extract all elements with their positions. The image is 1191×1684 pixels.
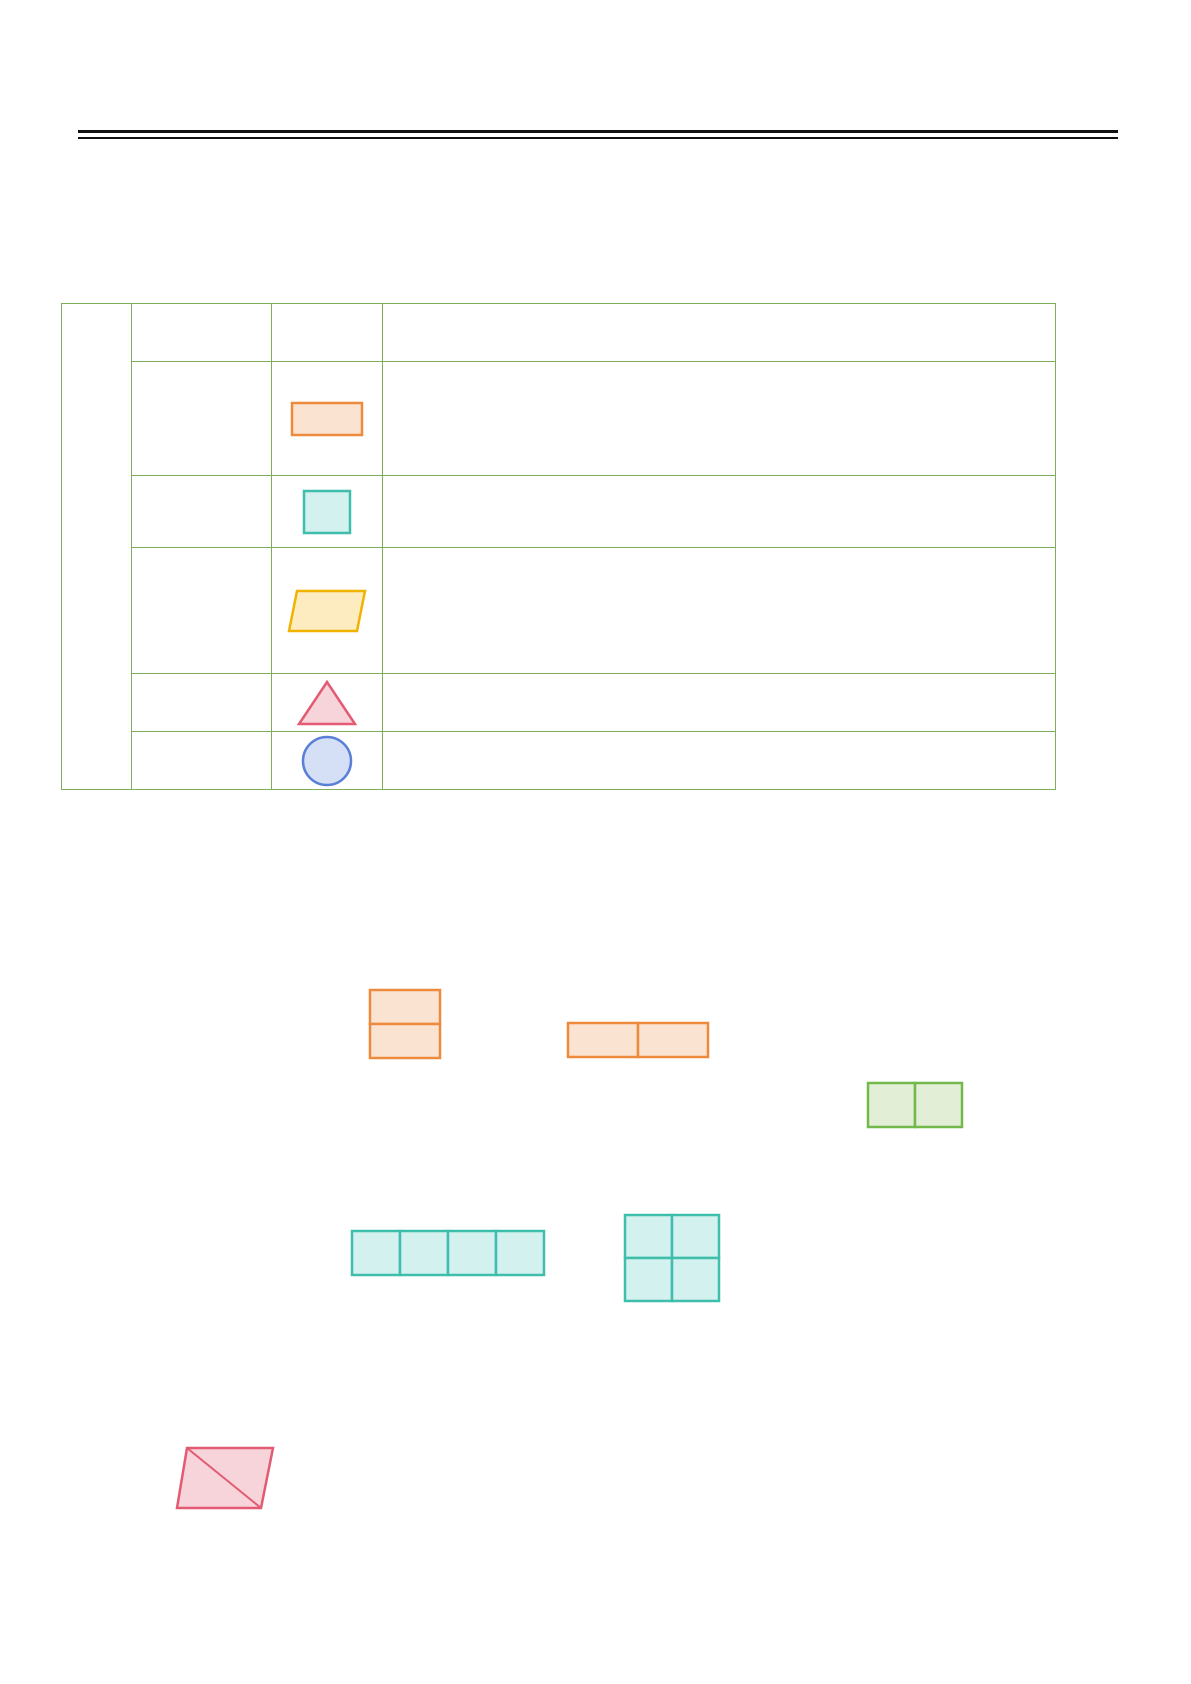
two-squares-figure bbox=[866, 1081, 964, 1129]
table-row bbox=[62, 476, 1056, 548]
category-cell bbox=[132, 548, 272, 674]
category-cell bbox=[132, 362, 272, 476]
features-cell bbox=[383, 476, 1056, 548]
category-cell bbox=[132, 476, 272, 548]
placeholder bbox=[269, 1442, 327, 1506]
category-cell bbox=[132, 674, 272, 732]
features-cell bbox=[383, 732, 1056, 790]
parallelogram-from-triangles-figure bbox=[175, 1446, 275, 1510]
header-category bbox=[132, 304, 272, 362]
shapes-table bbox=[61, 303, 1056, 790]
category-cell bbox=[132, 732, 272, 790]
header-features bbox=[383, 304, 1056, 362]
table-row bbox=[62, 362, 1056, 476]
rectangle-icon bbox=[290, 401, 364, 437]
circle-icon bbox=[300, 734, 354, 788]
four-squares-row-figure bbox=[350, 1229, 546, 1277]
table-row bbox=[62, 548, 1056, 674]
four-squares-grid-figure bbox=[623, 1213, 721, 1303]
table-row bbox=[62, 732, 1056, 790]
table-row bbox=[62, 674, 1056, 732]
features-cell bbox=[383, 674, 1056, 732]
group-label-cell bbox=[62, 304, 132, 790]
two-rectangles-side-figure bbox=[566, 1021, 710, 1059]
features-cell bbox=[383, 548, 1056, 674]
parallelogram-icon bbox=[287, 588, 367, 634]
title-double-rule bbox=[78, 130, 1118, 140]
header-shape bbox=[272, 304, 383, 362]
square-icon bbox=[302, 489, 352, 535]
two-rectangles-stacked-figure bbox=[368, 988, 444, 1060]
triangle-icon bbox=[296, 679, 358, 727]
features-cell bbox=[383, 362, 1056, 476]
